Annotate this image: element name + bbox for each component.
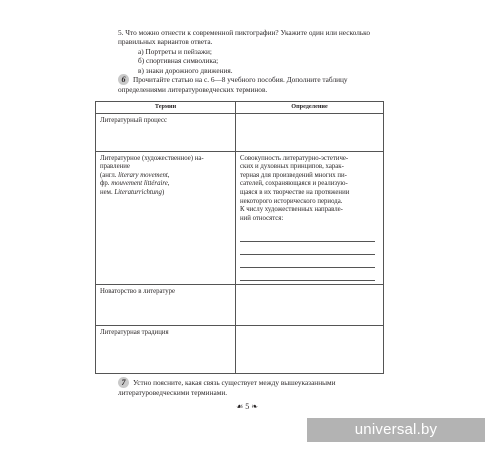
answer-lines[interactable] — [240, 229, 379, 281]
definition-cell[interactable] — [236, 285, 384, 326]
answer-line[interactable] — [240, 255, 375, 268]
term-cell: Литературная традиция — [96, 326, 236, 374]
task-number-badge: 6 — [118, 74, 129, 85]
question-5-options — [138, 47, 390, 75]
terms-table — [95, 101, 384, 374]
answer-line[interactable] — [240, 268, 375, 281]
question-7-text: Устно поясните, какая связь существует между вышеуказанными литературоведческими терминами. — [118, 378, 336, 397]
term-cell: Новаторство в литературе — [96, 285, 236, 326]
question-6 — [118, 74, 390, 95]
page-number — [212, 402, 282, 411]
ornament-right-icon: ❧ — [251, 402, 258, 411]
table-row — [96, 113, 384, 151]
option-b: б) спортивная символика; — [138, 56, 219, 66]
header-definition: Определение — [236, 102, 384, 114]
header-term: Термин — [96, 102, 236, 114]
table-header-row — [96, 102, 384, 114]
option-a: а) Портреты и пейзажи; — [138, 46, 212, 56]
answer-line[interactable] — [240, 242, 375, 255]
table-row — [96, 285, 384, 326]
option-c: в) знаки дорожного движения. — [138, 65, 233, 75]
answer-line[interactable] — [240, 229, 375, 242]
question-6-text: Прочитайте статью на с. 6—8 учебного пособия. Дополните таблицу определениями литературоведческих терминов. — [118, 75, 348, 94]
definition-cell: Совокупность литературно-эстетиче- ских и духовных принципов, харак- терная для произведений многих пи- сателей, сохраняющаяся и реализую- щаяся в их творчестве на протяжении некоторого исторического периода. К числу художественных направле- ний относятся: — [236, 151, 384, 285]
question-5-text: 5. Что можно отнести к современной пиктографии? Укажите один или несколько правильных вариантов ответа. — [118, 28, 370, 47]
table-row — [96, 326, 384, 374]
ornament-left-icon: ☙ — [236, 402, 244, 411]
task-number-badge: 7 — [118, 377, 129, 388]
term-cell: Литературный процесс — [96, 113, 236, 151]
watermark: universal.by — [307, 418, 485, 442]
definition-cell[interactable] — [236, 113, 384, 151]
term-cell: Литературное (художественное) на- правление (англ. literary movement, фр. mouvement littéraire, нем. Literaturrichtung) — [96, 151, 236, 285]
page-number-text: 5 — [245, 402, 250, 411]
question-7 — [118, 377, 393, 398]
definition-cell[interactable] — [236, 326, 384, 374]
table-row — [96, 151, 384, 285]
question-5 — [118, 28, 390, 75]
